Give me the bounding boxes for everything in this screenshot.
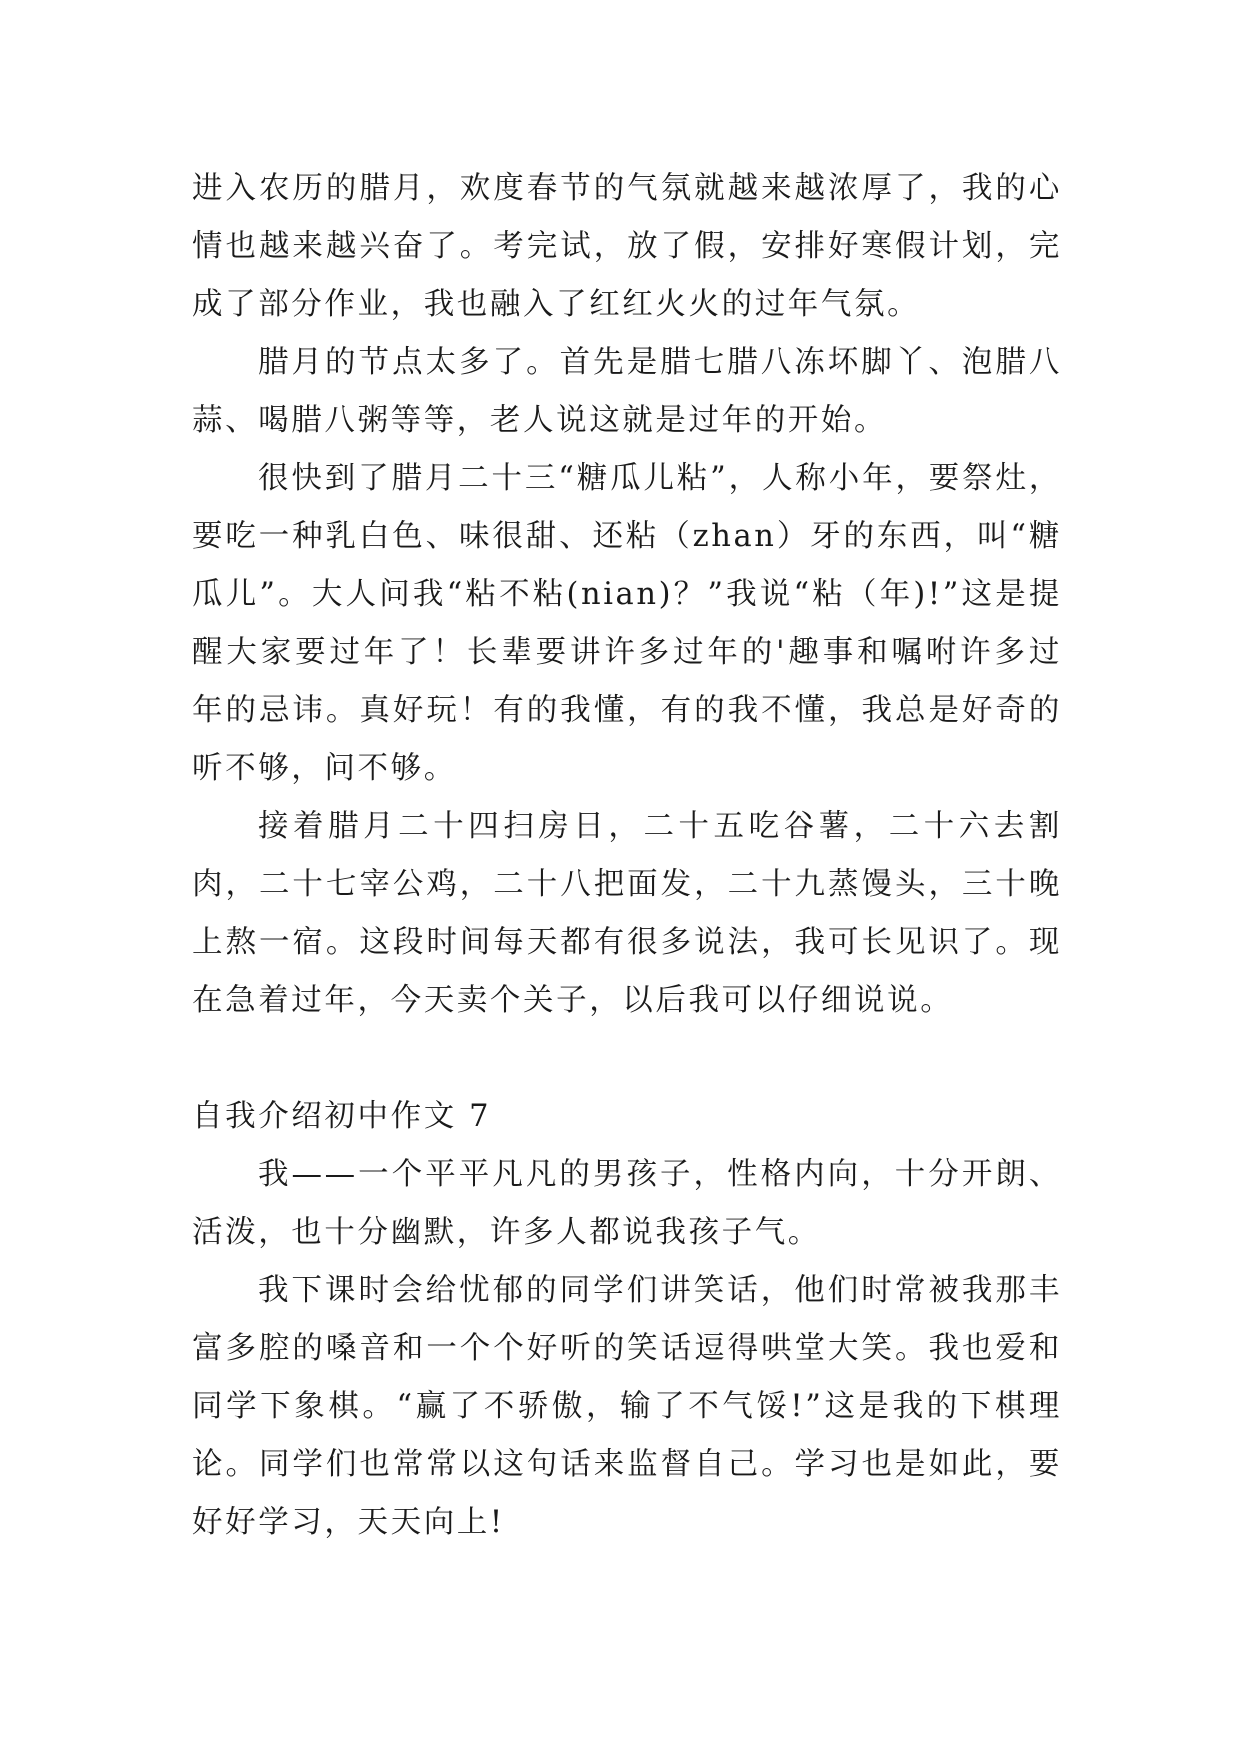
paragraph-6: 我下课时会给忧郁的同学们讲笑话，他们时常被我那丰富多腔的嗓音和一个个好听的笑话逗得哄堂大笑。我也爱和同学下象棋。“赢了不骄傲，输了不气馁!”这是我的下棋理论。同学们也常常以这句话来监督自己。学习也是如此，要好好学习，天天向上! bbox=[192, 1273, 1062, 1540]
paragraph-4: 接着腊月二十四扫房日，二十五吃谷薯，二十六去割肉，二十七宰公鸡，二十八把面发，二十九蒸馒头，三十晚上熬一宿。这段时间每天都有很多说法，我可长见识了。现在急着过年，今天卖个关子，以后我可以仔细说说。 bbox=[192, 809, 1062, 1018]
document-page bbox=[192, 160, 1062, 1552]
essay-title: 自我介绍初中作文 7 bbox=[192, 1099, 492, 1134]
paragraph-1: 进入农历的腊月，欢度春节的气氛就越来越浓厚了，我的心情也越来越兴奋了。考完试，放了假，安排好寒假计划，完成了部分作业，我也融入了红红火火的过年气氛。 bbox=[192, 171, 1062, 322]
paragraph-3: 很快到了腊月二十三“糖瓜儿粘”，人称小年，要祭灶，要吃一种乳白色、味很甜、还粘（zhan）牙的东西，叫“糖瓜儿”。大人问我“粘不粘(nian)？”我说“粘（年)!”这是提醒大家要过年了！长辈要讲许多过年的'趣事和嘱咐许多过年的忌讳。真好玩！有的我懂，有的我不懂，我总是好奇的听不够，问不够。 bbox=[192, 461, 1062, 786]
paragraph-5: 我——一个平平凡凡的男孩子，性格内向，十分开朗、活泼，也十分幽默，许多人都说我孩子气。 bbox=[192, 1157, 1062, 1250]
paragraph-2: 腊月的节点太多了。首先是腊七腊八冻坏脚丫、泡腊八蒜、喝腊八粥等等，老人说这就是过年的开始。 bbox=[192, 345, 1062, 438]
